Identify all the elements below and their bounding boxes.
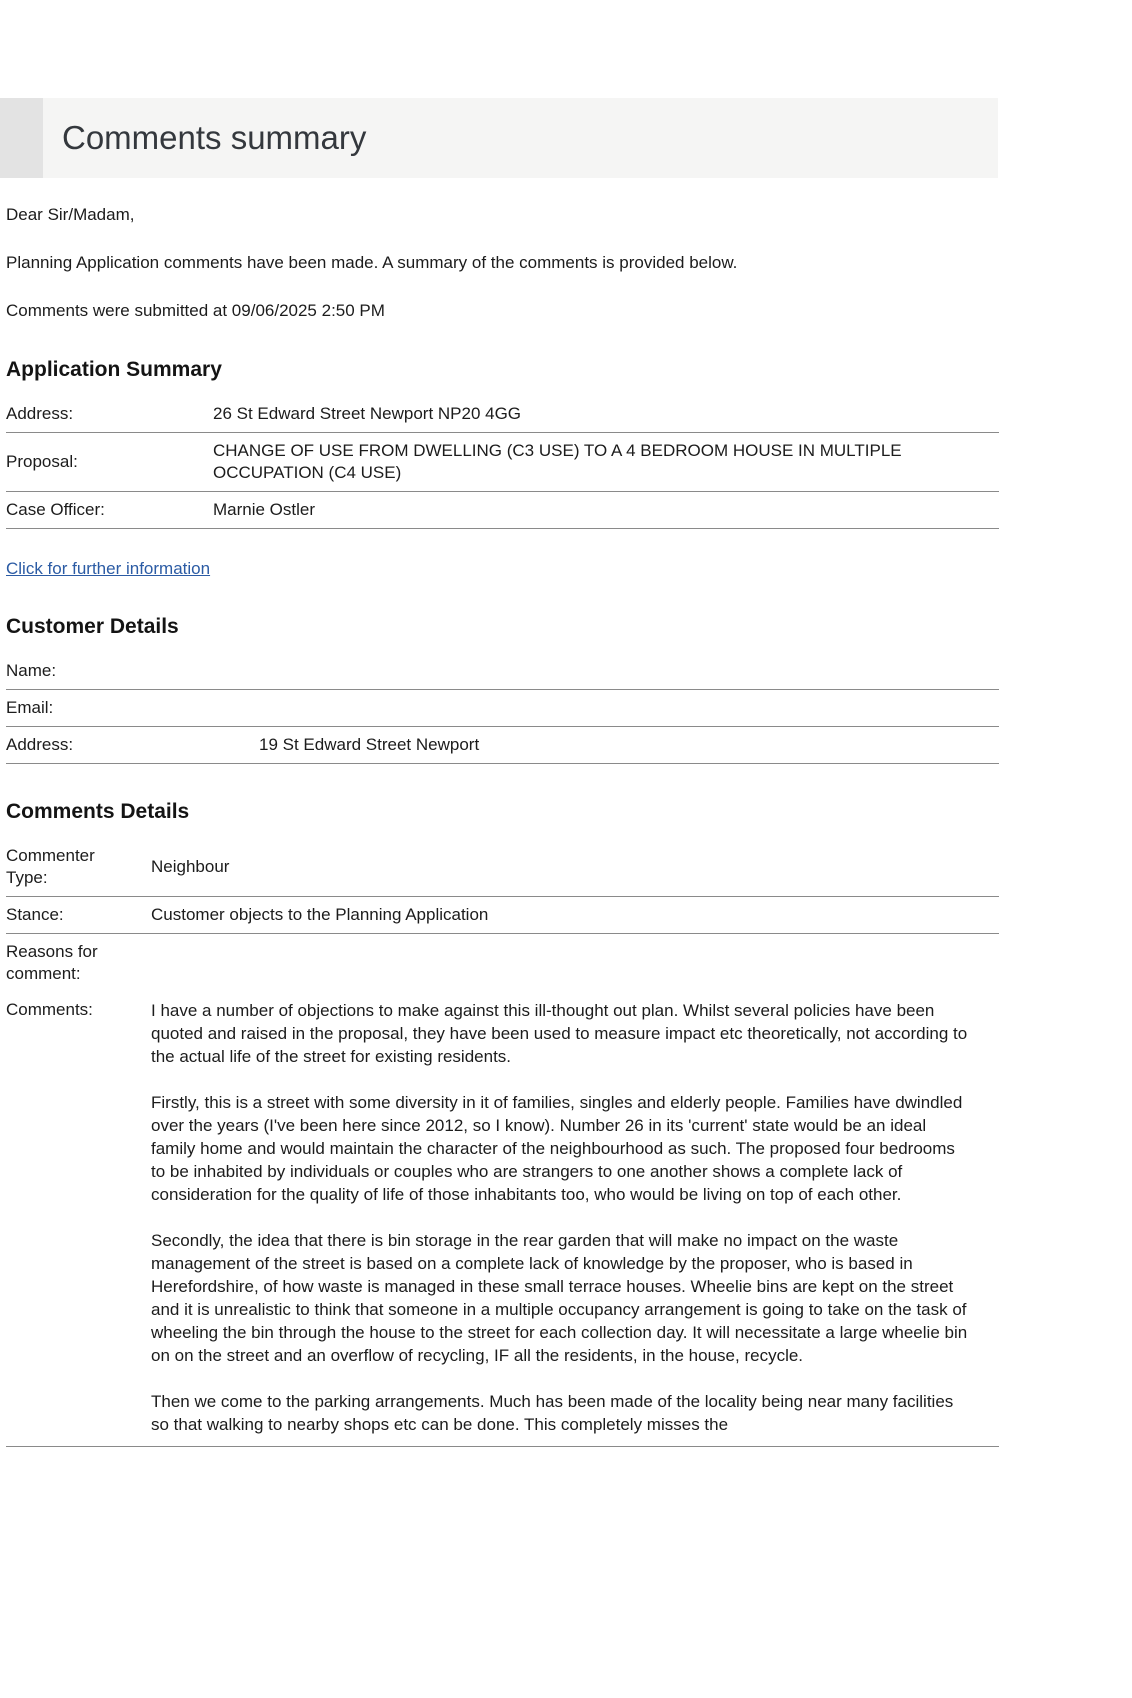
row-label: Stance:: [6, 897, 151, 934]
row-value: 19 St Edward Street Newport: [259, 727, 999, 764]
row-value: 26 St Edward Street Newport NP20 4GG: [213, 396, 999, 433]
row-value: [151, 992, 999, 1447]
table-row: [6, 433, 999, 492]
row-value: Neighbour: [151, 838, 999, 897]
row-label: Proposal:: [6, 433, 213, 492]
further-info-link[interactable]: Click for further information: [6, 559, 211, 578]
table-row: [6, 897, 999, 934]
application-summary-table: [6, 396, 999, 529]
table-row: [6, 838, 999, 897]
greeting-text: Dear Sir/Madam,: [6, 205, 135, 224]
comments-details-table: [6, 838, 999, 1447]
intro-block: [6, 204, 999, 322]
summary-text: Planning Application comments have been made. A summary of the comments is provided below.: [6, 253, 738, 272]
submitted-text: Comments were submitted at 09/06/2025 2:50 PM: [6, 301, 385, 320]
comments-summary-page: [0, 98, 1132, 1698]
customer-details-heading: Customer Details: [6, 615, 179, 638]
comment-paragraph: Firstly, this is a street with some diversity in it of families, singles and elderly people. Families have dwindled over the years (I've been here since 2012, so I know). Number 26 in its 'current' state would be an ideal family home and would maintain the character of the neighbourhood as such. The proposed four bedrooms to be inhabited by individuals or couples who are strangers to one another shows a complete lack of consideration for the quality of life of those inhabitants too, who would be living on top of each other.: [151, 1093, 963, 1204]
table-row: [6, 690, 999, 727]
row-value: [151, 934, 999, 993]
row-label: Email:: [6, 690, 259, 727]
page-title: Comments summary: [62, 119, 367, 156]
table-row: [6, 396, 999, 433]
table-row: [6, 727, 999, 764]
row-label: Case Officer:: [6, 492, 213, 529]
row-value: [259, 653, 999, 690]
table-row: [6, 653, 999, 690]
page-header: [0, 98, 998, 178]
comment-paragraph: Secondly, the idea that there is bin storage in the rear garden that will make no impact on the waste management of the street is based on a complete lack of knowledge by the proposer, who is based in Herefordshire, of how waste is managed in these small terrace houses. Wheelie bins are kept on the street and it is unrealistic to think that someone in a multiple occupancy arrangement is going to take on the task of wheeling the bin through the house to the street for each collection day. It will necessitate a large wheelie bin on on the street and an overflow of recycling, IF all the residents, in the house, recycle.: [151, 1231, 968, 1365]
further-info-row: [6, 559, 999, 579]
table-row: [6, 934, 999, 993]
table-row: [6, 992, 999, 1447]
row-label: Reasons for comment:: [6, 942, 98, 983]
row-label: Address:: [6, 396, 213, 433]
row-label: Comments:: [6, 992, 151, 1447]
table-row: [6, 492, 999, 529]
header-accent-square: [0, 98, 43, 178]
row-label: Address:: [6, 727, 259, 764]
page-content: [0, 204, 999, 1447]
comment-paragraph: Then we come to the parking arrangements. Much has been made of the locality being near many facilities so that walking to nearby shops etc can be done. This completely misses the: [151, 1392, 954, 1434]
row-label: Name:: [6, 653, 259, 690]
row-value: CHANGE OF USE FROM DWELLING (C3 USE) TO A 4 BEDROOM HOUSE IN MULTIPLE OCCUPATION (C4 USE): [213, 433, 999, 492]
application-summary-heading: Application Summary: [6, 358, 222, 381]
comment-text-block: [151, 999, 969, 1436]
row-value: Marnie Ostler: [213, 492, 999, 529]
row-value: Customer objects to the Planning Application: [151, 897, 999, 934]
comments-details-heading: Comments Details: [6, 800, 190, 823]
row-value: [259, 690, 999, 727]
row-label: Commenter Type:: [6, 838, 151, 897]
customer-details-table: [6, 653, 999, 764]
comment-paragraph: I have a number of objections to make against this ill-thought out plan. Whilst several policies have been quoted and raised in the proposal, they have been used to measure impact etc theoretically, not according to the actual life of the street for existing residents.: [151, 1001, 968, 1066]
